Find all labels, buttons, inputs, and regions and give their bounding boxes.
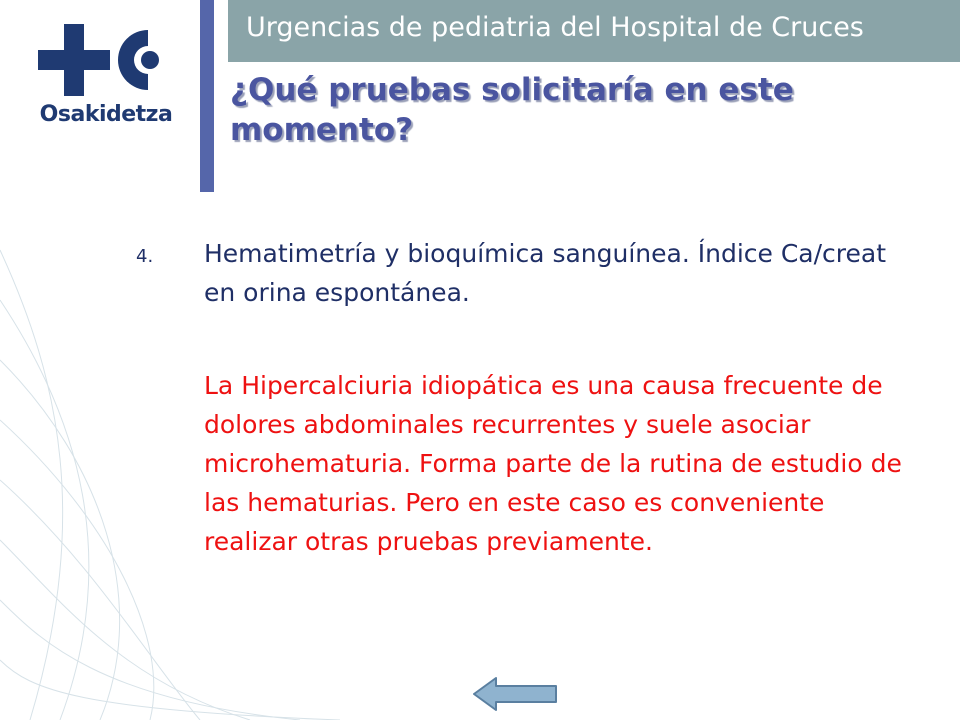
osakidetza-cross-icon [38,20,178,100]
header-band [228,0,960,62]
explanation-text: La Hipercalciuria idiopática es una causa frecuente de dolores abdominales recurrentes y suele asociar microhematuria. Forma parte de la rutina de estudio de las hematurias. Pero en este caso es conveniente realizar otras pruebas previamente. [204,371,902,556]
list-item-text: Hematimetría y bioquímica sanguínea. Índice Ca/creat en orina espontánea. [204,239,887,307]
back-button[interactable] [470,674,560,714]
list-item-number: 4. [136,246,154,267]
logo-wordmark: Osakidetza [39,102,173,127]
header-title: Urgencias de pediatria del Hospital de Cruces [246,12,864,43]
slide-question: ¿Qué pruebas solicitaría en este momento? [230,72,794,148]
vertical-accent-bar [200,0,214,192]
left-arrow-icon [470,674,560,714]
osakidetza-logo [26,20,186,140]
